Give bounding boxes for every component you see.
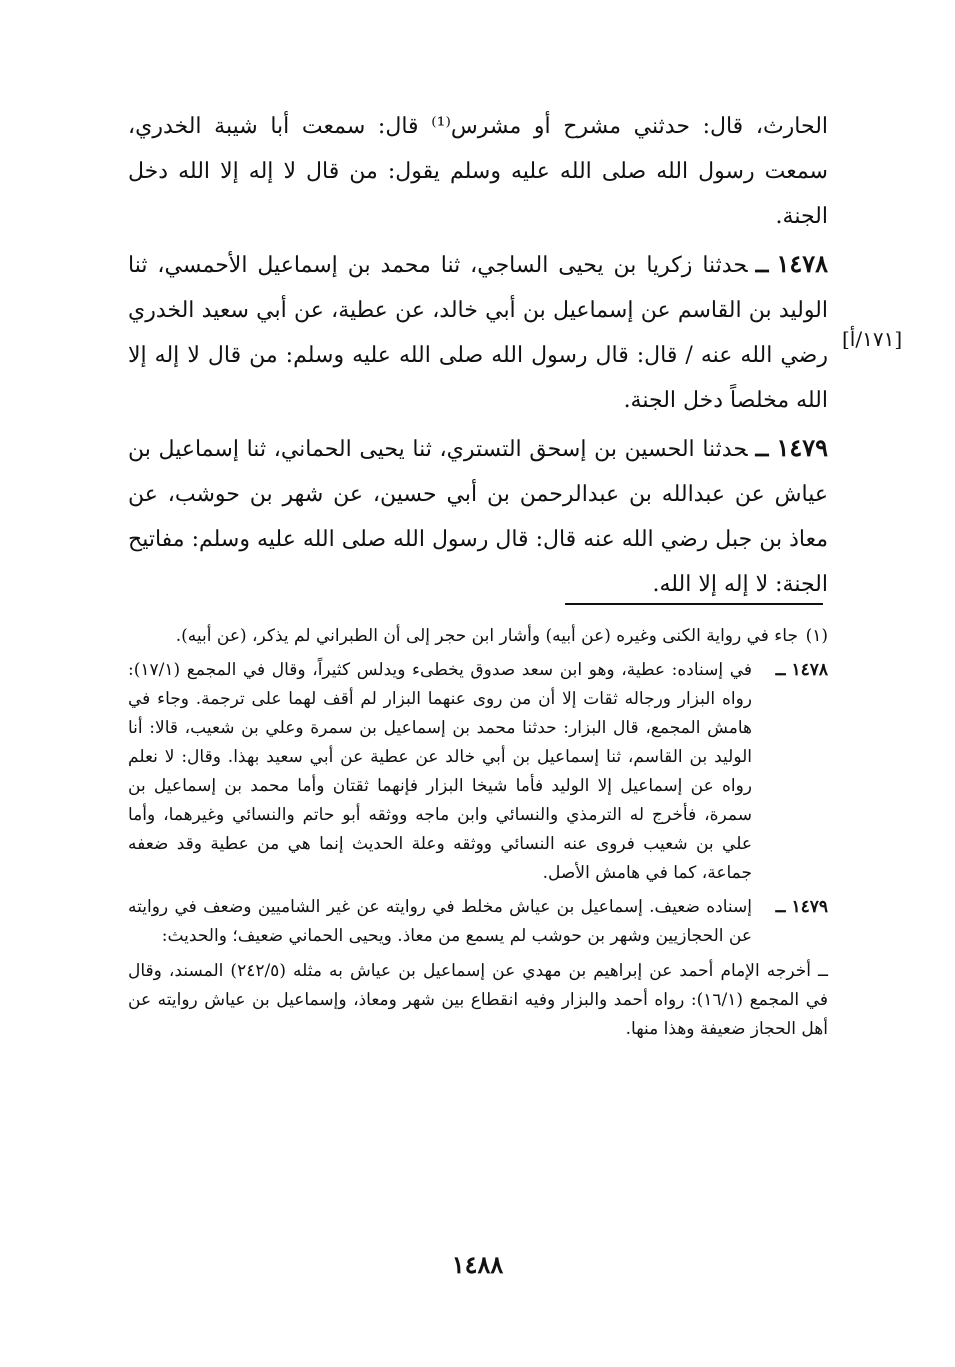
footnote-text: جاء في رواية الكنى وغيره (عن أبيه) وأشار ابن حجر إلى أن الطبراني لم يذكر، (عن أبيه). <box>175 626 798 646</box>
hadith-1478 <box>128 241 828 423</box>
intro-paragraph: الحارث، قال: حدثني مشرح أو مشرس⁽¹⁾ قال: سمعت أبا شيبة الخدري، سمعت رسول الله صلى الله عليه وسلم يقول: من قال لا إله إلا الله دخل الجنة. <box>128 114 829 229</box>
footnote-text: إسناده ضعيف. إسماعيل بن عياش مخلط في روايته عن غير الشاميين وضعف في روايته عن الحجازيين وشهر بن حوشب لم يسمع من معاذ. ويحيى الحماني ضعيف؛ والحديث: <box>128 897 752 946</box>
footnote-1 <box>128 622 828 651</box>
hadith-text: حدثنا الحسين بن إسحق التستري، ثنا يحيى الحماني، ثنا إسماعيل بن عياش عن عبدالله بن عبدالرحمن بن أبي حسين، عن شهر بن حوشب، عن معاذ بن جبل رضي الله عنه قال: قال رسول الله صلى الله عليه وسلم: مفاتيح الجنة: لا إله إلا الله. <box>128 437 828 597</box>
hadith-number: ١٤٧٨ <box>776 249 829 278</box>
footnote-label: ١٤٧٨ ــ <box>775 660 828 680</box>
page-number: ١٤٨٨ <box>451 1250 504 1279</box>
footnote-1479 <box>128 893 828 951</box>
main-text <box>128 104 828 609</box>
manuscript-folio-reference: [١٧١/أ] <box>842 327 903 351</box>
hadith-dash: ــ <box>755 436 769 462</box>
footnote-1478 <box>128 656 828 888</box>
hadith-text: حدثنا زكريا بن يحيى الساجي، ثنا محمد بن إسماعيل الأحمسي، ثنا الوليد بن القاسم عن إسماعيل بن أبي خالد، عن عطية، عن أبي سعيد الخدري رضي الله عنه / قال: قال رسول الله صلى الله عليه وسلم: من قال لا إله إلا الله مخلصاً دخل الجنة. <box>128 253 828 413</box>
footnote-separator <box>565 603 823 605</box>
hadith-number: ١٤٧٩ <box>776 433 828 462</box>
footnote-label: (١) <box>805 626 828 646</box>
footnote-label: ١٤٧٩ ــ <box>775 897 828 917</box>
footnote-continuation: ــ أخرجه الإمام أحمد عن إبراهيم بن مهدي عن إسماعيل بن عياش به مثله (٢٤٢/٥) المسند، وقال في المجمع (١٦/١): رواه أحمد والبزار وفيه انقطاع بين شهر ومعاذ، وإسماعيل بن عياش روايته عن أهل الحجاز ضعيفة وهذا منها. <box>128 961 828 1039</box>
hadith-dash: ــ <box>755 252 769 278</box>
footnotes <box>128 622 828 1044</box>
footnote-text: في إسناده: عطية، وهو ابن سعد صدوق يخطىء ويدلس كثيراً، وقال في المجمع (١٧/١): رواه البزار ورجاله ثقات إلا أن من روى عنهما البزار لم أقف لهما على ترجمة. وجاء في هامش المجمع، قال البزار: حدثنا محمد بن إسماعيل بن سمرة وعلي بن شعيب، قالا: أنا الوليد بن القاسم، ثنا إسماعيل بن أبي خالد عن عطية عن أبي سعيد بهذا. وقال: لا نعلم رواه عن إسماعيل إلا الوليد فأما شيخا البزار فإنهما ثقتان وأما محمد بن إسماعيل بن سمرة، فأخرج له الترمذي والنسائي وابن ماجه ووثقه أبو حاتم والنسائي وغيرهما، وأما علي بن شعيب فروى عنه النسائي ووثقه وعلة الحديث إنما هي من عطية وقد ضعفه جماعة، كما في هامش الأصل. <box>128 660 752 883</box>
hadith-1479 <box>128 425 828 607</box>
